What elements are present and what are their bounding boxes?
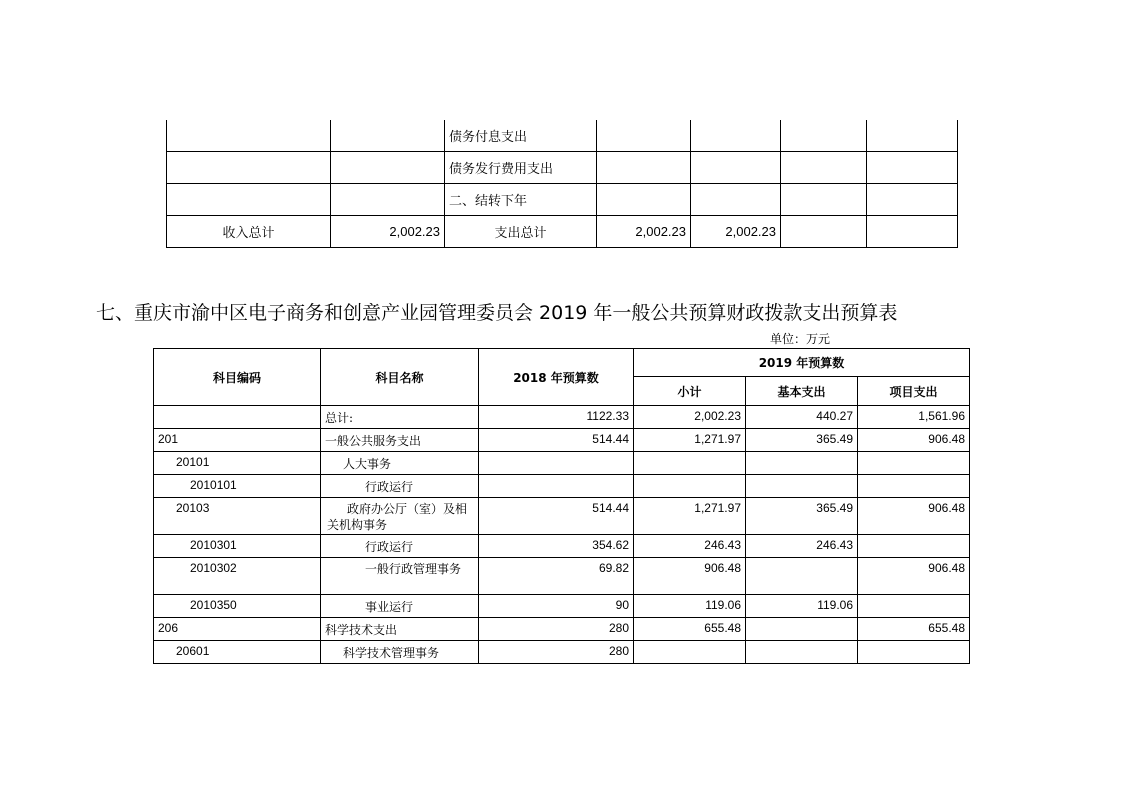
row-2018: 354.62 xyxy=(479,535,634,558)
income-total-value: 2,002.23 xyxy=(331,216,445,248)
row-2018: 514.44 xyxy=(479,498,634,535)
header-2019-budget: 2019 年预算数 xyxy=(634,349,970,377)
row-subtotal xyxy=(634,475,746,498)
row-basic xyxy=(746,641,858,664)
row-2018: 69.82 xyxy=(479,558,634,595)
row-project xyxy=(858,641,970,664)
expense-item: 债务发行费用支出 xyxy=(445,152,597,184)
row-basic: 365.49 xyxy=(746,498,858,535)
row-code: 20103 xyxy=(154,498,321,535)
row-basic xyxy=(746,475,858,498)
row-subtotal: 1,271.97 xyxy=(634,429,746,452)
row-2018: 280 xyxy=(479,641,634,664)
row-project xyxy=(858,535,970,558)
table-row xyxy=(154,475,970,498)
table-row xyxy=(154,641,970,664)
row-name-text: 政府办公厅（室）及相关机构事务 xyxy=(327,502,468,532)
header-subtotal: 小计 xyxy=(634,377,746,406)
row-basic: 119.06 xyxy=(746,595,858,618)
row-subtotal: 119.06 xyxy=(634,595,746,618)
row-code: 2010101 xyxy=(154,475,321,498)
row-name xyxy=(321,558,479,595)
header-2018-budget: 2018 年预算数 xyxy=(479,349,634,406)
row-name: 科学技术支出 xyxy=(321,618,479,641)
row-basic: 365.49 xyxy=(746,429,858,452)
table-row xyxy=(154,452,970,475)
row-name: 人大事务 xyxy=(321,452,479,475)
row-code: 20601 xyxy=(154,641,321,664)
row-name: 行政运行 xyxy=(321,475,479,498)
row-project: 1,561.96 xyxy=(858,406,970,429)
row-name xyxy=(321,498,479,535)
row-subtotal: 246.43 xyxy=(634,535,746,558)
header-basic: 基本支出 xyxy=(746,377,858,406)
income-expense-table xyxy=(166,120,958,248)
row-code: 20101 xyxy=(154,452,321,475)
table-row xyxy=(154,595,970,618)
row-subtotal: 2,002.23 xyxy=(634,406,746,429)
row-name: 科学技术管理事务 xyxy=(321,641,479,664)
table-row xyxy=(167,120,958,152)
expense-total-label: 支出总计 xyxy=(445,216,597,248)
expense-total-value: 2,002.23 xyxy=(691,216,781,248)
table-row xyxy=(154,618,970,641)
row-2018 xyxy=(479,475,634,498)
row-basic xyxy=(746,452,858,475)
row-project: 906.48 xyxy=(858,498,970,535)
row-name-text: 一般行政管理事务 xyxy=(365,562,462,576)
table-row xyxy=(154,498,970,535)
row-basic: 246.43 xyxy=(746,535,858,558)
table-row xyxy=(154,406,970,429)
row-code: 2010301 xyxy=(154,535,321,558)
header-name: 科目名称 xyxy=(321,349,479,406)
row-project: 906.48 xyxy=(858,429,970,452)
row-project: 906.48 xyxy=(858,558,970,595)
total-row xyxy=(167,216,958,248)
row-basic xyxy=(746,618,858,641)
row-name: 行政运行 xyxy=(321,535,479,558)
row-code: 2010302 xyxy=(154,558,321,595)
expense-total-value: 2,002.23 xyxy=(597,216,691,248)
header-code: 科目编码 xyxy=(154,349,321,406)
row-subtotal: 1,271.97 xyxy=(634,498,746,535)
row-subtotal: 906.48 xyxy=(634,558,746,595)
row-code: 206 xyxy=(154,618,321,641)
row-basic xyxy=(746,558,858,595)
row-project: 655.48 xyxy=(858,618,970,641)
header-project: 项目支出 xyxy=(858,377,970,406)
table-row xyxy=(167,152,958,184)
table-row xyxy=(154,535,970,558)
row-name: 事业运行 xyxy=(321,595,479,618)
header-row xyxy=(154,349,970,377)
row-name: 一般公共服务支出 xyxy=(321,429,479,452)
row-code: 2010350 xyxy=(154,595,321,618)
row-project xyxy=(858,475,970,498)
row-project xyxy=(858,452,970,475)
row-code: 201 xyxy=(154,429,321,452)
row-code xyxy=(154,406,321,429)
row-2018: 90 xyxy=(479,595,634,618)
budget-table xyxy=(153,348,970,664)
row-2018: 514.44 xyxy=(479,429,634,452)
row-subtotal xyxy=(634,641,746,664)
expense-item: 债务付息支出 xyxy=(445,120,597,152)
row-2018 xyxy=(479,452,634,475)
row-subtotal xyxy=(634,452,746,475)
row-name: 总计: xyxy=(321,406,479,429)
section-title: 七、重庆市渝中区电子商务和创意产业园管理委员会 2019 年一般公共预算财政拨款支出预算表 xyxy=(96,302,898,324)
table-row xyxy=(154,429,970,452)
table-row xyxy=(167,184,958,216)
row-basic: 440.27 xyxy=(746,406,858,429)
unit-label: 单位：万元 xyxy=(770,332,831,346)
row-project xyxy=(858,595,970,618)
income-total-label: 收入总计 xyxy=(167,216,331,248)
table-row xyxy=(154,558,970,595)
row-subtotal: 655.48 xyxy=(634,618,746,641)
row-2018: 280 xyxy=(479,618,634,641)
expense-item: 二、结转下年 xyxy=(445,184,597,216)
row-2018: 1122.33 xyxy=(479,406,634,429)
